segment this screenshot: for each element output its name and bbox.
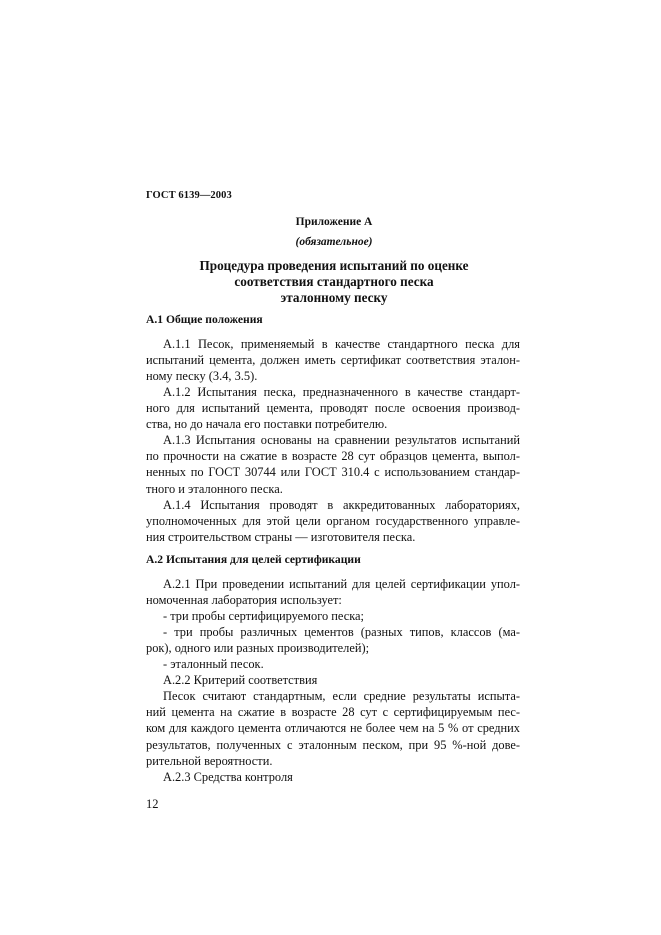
text-line: тного и эталонного песка. bbox=[146, 481, 283, 496]
subsection-heading-a2-2 bbox=[146, 672, 520, 688]
text-line: А.1.4 Испытания проводят в аккредитованных лабораториях, bbox=[163, 498, 520, 512]
text-line: ного для испытаний цемента, проводят после освоения производ- bbox=[146, 401, 520, 416]
text-line: уполномоченных для этой цели органом государственного управле- bbox=[146, 514, 520, 529]
text-line: А.1.2 Испытания песка, предназначенного в качестве стандарт- bbox=[163, 385, 520, 399]
text-line: ния строительством страны — изготовителя песка. bbox=[146, 530, 416, 545]
text-line: А.2.1 При проведении испытаний для целей сертификации упол- bbox=[163, 577, 520, 591]
text-line: А.1.3 Испытания основаны на сравнении результатов испытаний bbox=[163, 433, 520, 447]
text-line: ства, но до начала его поставки потребителю. bbox=[146, 417, 388, 432]
appendix-heading-line: соответствия стандартного песка bbox=[234, 274, 434, 289]
text-line: по прочности на сжатие в возрасте 28 сут образцов цемента, выпол- bbox=[146, 449, 520, 464]
list-item-sand-samples bbox=[146, 608, 520, 624]
text-line: А.1.1 Песок, применяемый в качестве стандартного песка для bbox=[163, 337, 520, 351]
subsection-heading-a2-3 bbox=[146, 769, 520, 785]
appendix-heading bbox=[146, 258, 522, 306]
list-item-cement-samples bbox=[146, 624, 520, 656]
text-line: рок), одного или разных производителей); bbox=[146, 641, 370, 656]
appendix-heading-line: эталонному песку bbox=[280, 290, 388, 305]
paragraph-a1-3 bbox=[146, 432, 520, 497]
text-line: рительной вероятности. bbox=[146, 753, 273, 768]
text-line: ком для каждого цемента отличаются не более чем на 5 % от средних bbox=[146, 721, 520, 736]
text-line: ному песку (3.4, 3.5). bbox=[146, 369, 258, 384]
text-line: Песок считают стандартным, если средние результаты испыта- bbox=[163, 689, 520, 703]
text-line: испытаний цемента, должен иметь сертификат соответствия эталон- bbox=[146, 353, 520, 368]
paragraph-a1-4 bbox=[146, 497, 520, 546]
page-number: 12 bbox=[146, 797, 159, 811]
text-line: - три пробы сертифицируемого песка; bbox=[163, 609, 364, 623]
text-line: - эталонный песок. bbox=[163, 657, 264, 671]
paragraph-a2-1 bbox=[146, 576, 520, 608]
text-line: номоченная лаборатория использует: bbox=[146, 593, 342, 608]
text-line: - три пробы различных цементов (разных типов, классов (ма- bbox=[163, 625, 520, 639]
appendix-heading-line: Процедура проведения испытаний по оценке bbox=[199, 258, 469, 273]
paragraph-a2-2-criterion bbox=[146, 688, 520, 769]
paragraph-a1-2 bbox=[146, 384, 520, 433]
section-heading-a2: А.2 Испытания для целей сертификации bbox=[146, 553, 361, 566]
appendix-title: Приложение А bbox=[295, 216, 373, 228]
text-line: А.2.3 Средства контроля bbox=[163, 770, 293, 784]
text-line: А.2.2 Критерий соответствия bbox=[163, 673, 318, 687]
standard-code-header: ГОСТ 6139—2003 bbox=[146, 190, 232, 201]
list-item-reference-sand bbox=[146, 656, 520, 672]
text-line: ний цемента на сжатие в возрасте 28 сут с сертифицируемым пес- bbox=[146, 705, 520, 720]
text-line: результатов, полученных с эталонным песком, при 95 %-ной дове- bbox=[146, 737, 520, 752]
section-heading-a1: А.1 Общие положения bbox=[146, 313, 263, 326]
text-line: ненных по ГОСТ 30744 или ГОСТ 310.4 с использованием стандар- bbox=[146, 465, 520, 480]
paragraph-a1-1 bbox=[146, 336, 520, 385]
appendix-status: (обязательное) bbox=[295, 236, 373, 248]
